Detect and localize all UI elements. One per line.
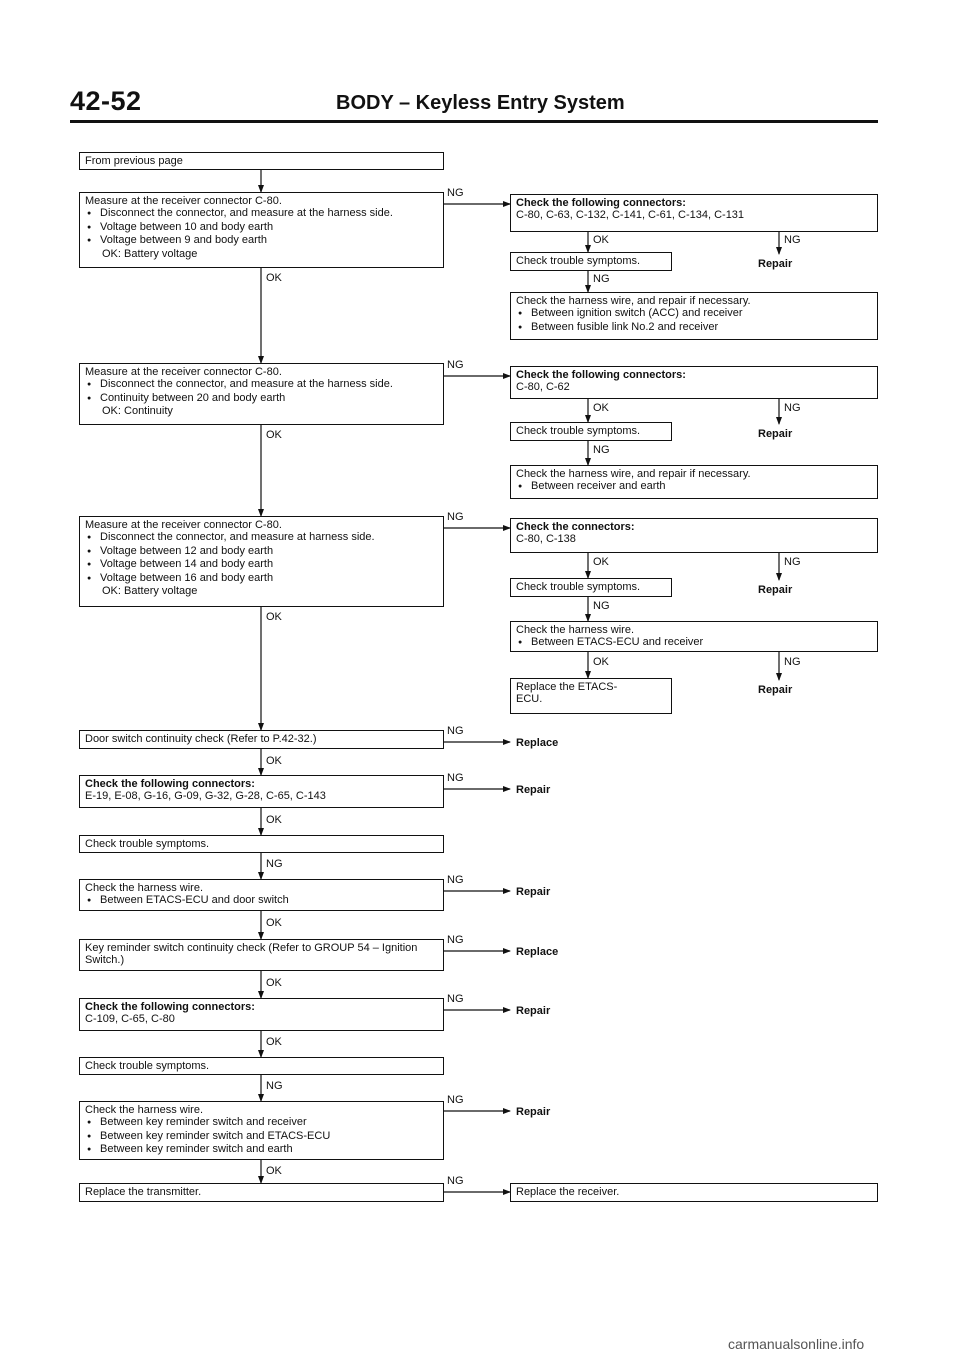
box-text-line: OK: Battery voltage bbox=[102, 247, 198, 260]
ng-label: NG bbox=[447, 725, 464, 737]
box-text-line: ● Voltage between 12 and body earth bbox=[85, 545, 438, 558]
box-check-trouble-1 bbox=[510, 252, 672, 271]
page-number: 42-52 bbox=[70, 86, 142, 116]
page-title: BODY – Keyless Entry System bbox=[336, 92, 625, 114]
box-text-line: Check the harness wire, and repair if necessary. bbox=[516, 295, 751, 307]
box-text-line: Check the connectors: bbox=[516, 521, 635, 533]
box-measure-voltage-10-9 bbox=[79, 192, 444, 268]
ng-label: NG bbox=[447, 359, 464, 371]
box-text-line: Check trouble symptoms. bbox=[85, 1060, 210, 1072]
ng-label: NG bbox=[784, 556, 801, 568]
ng-label: NG bbox=[447, 187, 464, 199]
box-check-connectors-4 bbox=[79, 775, 444, 808]
box-measure-voltage-12-14-16 bbox=[79, 516, 444, 607]
box-text-line: Door switch continuity check (Refer to P.42-32.) bbox=[85, 733, 317, 745]
box-harness-wire-1 bbox=[510, 292, 878, 340]
box-replace-etacs-ecu bbox=[510, 678, 672, 714]
box-text-line: Check the harness wire. bbox=[85, 882, 203, 894]
outcome-repair: Repair bbox=[516, 784, 551, 796]
box-text-line: Switch.) bbox=[85, 954, 125, 967]
box-from-previous-page bbox=[79, 152, 444, 170]
ok-label: OK bbox=[266, 977, 282, 989]
box-text-line: ● Disconnect the connector, and measure at the harness side. bbox=[85, 378, 438, 391]
ng-label: NG bbox=[593, 600, 610, 612]
box-text-line: Measure at the receiver connector C-80. bbox=[85, 195, 282, 207]
ok-label: OK bbox=[593, 656, 609, 668]
box-text-line: C-80, C-138 bbox=[516, 533, 576, 546]
outcome-replace: Replace bbox=[516, 946, 559, 958]
box-harness-wire-2 bbox=[510, 465, 878, 499]
box-text-line: Check the harness wire, and repair if necessary. bbox=[516, 468, 751, 480]
box-replace-transmitter bbox=[79, 1183, 444, 1202]
box-text-line: ● Voltage between 16 and body earth bbox=[85, 572, 438, 585]
box-text-line: Check trouble symptoms. bbox=[516, 581, 641, 593]
outcome-repair: Repair bbox=[758, 684, 793, 696]
box-text-line: Check the following connectors: bbox=[516, 369, 686, 381]
box-text-line: ● Between fusible link No.2 and receiver bbox=[516, 321, 872, 334]
box-text-line: Check the following connectors: bbox=[516, 197, 686, 209]
box-key-reminder-check bbox=[79, 939, 444, 971]
ng-label: NG bbox=[447, 511, 464, 523]
ng-label: NG bbox=[447, 934, 464, 946]
ok-label: OK bbox=[266, 272, 282, 284]
box-check-trouble-4 bbox=[79, 835, 444, 853]
box-text-line: ● Voltage between 14 and body earth bbox=[85, 558, 438, 571]
box-text-line: ● Between ETACS-ECU and door switch bbox=[85, 894, 438, 907]
ng-label: NG bbox=[447, 1094, 464, 1106]
outcome-replace: Replace bbox=[516, 737, 559, 749]
box-text-line: ● Voltage between 9 and body earth bbox=[85, 234, 438, 247]
ok-label: OK bbox=[266, 1036, 282, 1048]
box-text-line: OK: Battery voltage bbox=[102, 585, 198, 598]
ng-label: NG bbox=[784, 234, 801, 246]
box-text-line: ● Between key reminder switch and receiver bbox=[85, 1116, 438, 1129]
ok-label: OK bbox=[266, 917, 282, 929]
box-text-line: ● Between key reminder switch and earth bbox=[85, 1143, 438, 1156]
box-text-line: Replace the receiver. bbox=[516, 1186, 620, 1198]
box-text-line: Check trouble symptoms. bbox=[85, 838, 210, 850]
box-text-line: From previous page bbox=[85, 155, 183, 167]
box-text-line: OK: Continuity bbox=[102, 405, 173, 418]
box-text-line: Check trouble symptoms. bbox=[516, 255, 641, 267]
box-check-trouble-5 bbox=[79, 1057, 444, 1075]
outcome-repair: Repair bbox=[758, 428, 793, 440]
box-harness-wire-5 bbox=[79, 1101, 444, 1160]
box-text-line: Measure at the receiver connector C-80. bbox=[85, 366, 282, 378]
box-check-connectors-2 bbox=[510, 366, 878, 399]
box-text-line: ● Between key reminder switch and ETACS-ECU bbox=[85, 1130, 438, 1143]
watermark: carmanualsonline.info bbox=[728, 1336, 865, 1352]
box-text-line: ● Between receiver and earth bbox=[516, 480, 872, 493]
ok-label: OK bbox=[266, 429, 282, 441]
ng-label: NG bbox=[447, 1175, 464, 1187]
box-text-line: Replace the transmitter. bbox=[85, 1186, 202, 1198]
ng-label: NG bbox=[784, 656, 801, 668]
box-text-line: C-80, C-62 bbox=[516, 381, 570, 394]
box-check-trouble-3 bbox=[510, 578, 672, 597]
box-text-line: Check the following connectors: bbox=[85, 778, 255, 790]
box-text-line: ● Disconnect the connector, and measure at the harness side. bbox=[85, 207, 438, 220]
ng-label: NG bbox=[447, 772, 464, 784]
box-harness-wire-4 bbox=[79, 879, 444, 911]
box-text-line: Check the harness wire. bbox=[85, 1104, 203, 1116]
outcome-repair: Repair bbox=[758, 584, 793, 596]
box-text-line: Check the harness wire. bbox=[516, 624, 634, 636]
box-text-line: ● Continuity between 20 and body earth bbox=[85, 392, 438, 405]
box-door-switch-check bbox=[79, 730, 444, 749]
ng-label: NG bbox=[266, 858, 283, 870]
box-check-connectors-3 bbox=[510, 518, 878, 553]
box-replace-receiver bbox=[510, 1183, 878, 1202]
box-harness-wire-3 bbox=[510, 621, 878, 652]
ng-label: NG bbox=[447, 874, 464, 886]
ng-label: NG bbox=[266, 1080, 283, 1092]
box-text-line: ● Disconnect the connector, and measure at harness side. bbox=[85, 531, 438, 544]
ok-label: OK bbox=[593, 234, 609, 246]
ok-label: OK bbox=[266, 755, 282, 767]
box-text-line: Replace the ETACS- bbox=[516, 681, 618, 693]
box-text-line: Key reminder switch continuity check (Refer to GROUP 54 – Ignition bbox=[85, 942, 418, 954]
box-check-connectors-5 bbox=[79, 998, 444, 1031]
outcome-repair: Repair bbox=[758, 258, 793, 270]
box-text-line: E-19, E-08, G-16, G-09, G-32, G-28, C-65, C-143 bbox=[85, 790, 326, 803]
ng-label: NG bbox=[593, 273, 610, 285]
ok-label: OK bbox=[266, 1165, 282, 1177]
box-text-line: C-109, C-65, C-80 bbox=[85, 1013, 175, 1026]
box-text-line: ECU. bbox=[516, 693, 543, 706]
box-text-line: C-80, C-63, C-132, C-141, C-61, C-134, C-131 bbox=[516, 209, 745, 222]
ok-label: OK bbox=[593, 556, 609, 568]
ng-label: NG bbox=[784, 402, 801, 414]
outcome-repair: Repair bbox=[516, 1005, 551, 1017]
outcome-repair: Repair bbox=[516, 1106, 551, 1118]
box-text-line: ● Between ETACS-ECU and receiver bbox=[516, 636, 872, 649]
ng-label: NG bbox=[593, 444, 610, 456]
box-text-line: ● Voltage between 10 and body earth bbox=[85, 221, 438, 234]
outcome-repair: Repair bbox=[516, 886, 551, 898]
box-text-line: Measure at the receiver connector C-80. bbox=[85, 519, 282, 531]
box-text-line: Check the following connectors: bbox=[85, 1001, 255, 1013]
ok-label: OK bbox=[593, 402, 609, 414]
box-check-connectors-1 bbox=[510, 194, 878, 232]
box-text-line: ● Between ignition switch (ACC) and receiver bbox=[516, 307, 872, 320]
box-text-line: Check trouble symptoms. bbox=[516, 425, 641, 437]
ok-label: OK bbox=[266, 814, 282, 826]
box-check-trouble-2 bbox=[510, 422, 672, 441]
ok-label: OK bbox=[266, 611, 282, 623]
box-measure-continuity-20 bbox=[79, 363, 444, 425]
ng-label: NG bbox=[447, 993, 464, 1005]
